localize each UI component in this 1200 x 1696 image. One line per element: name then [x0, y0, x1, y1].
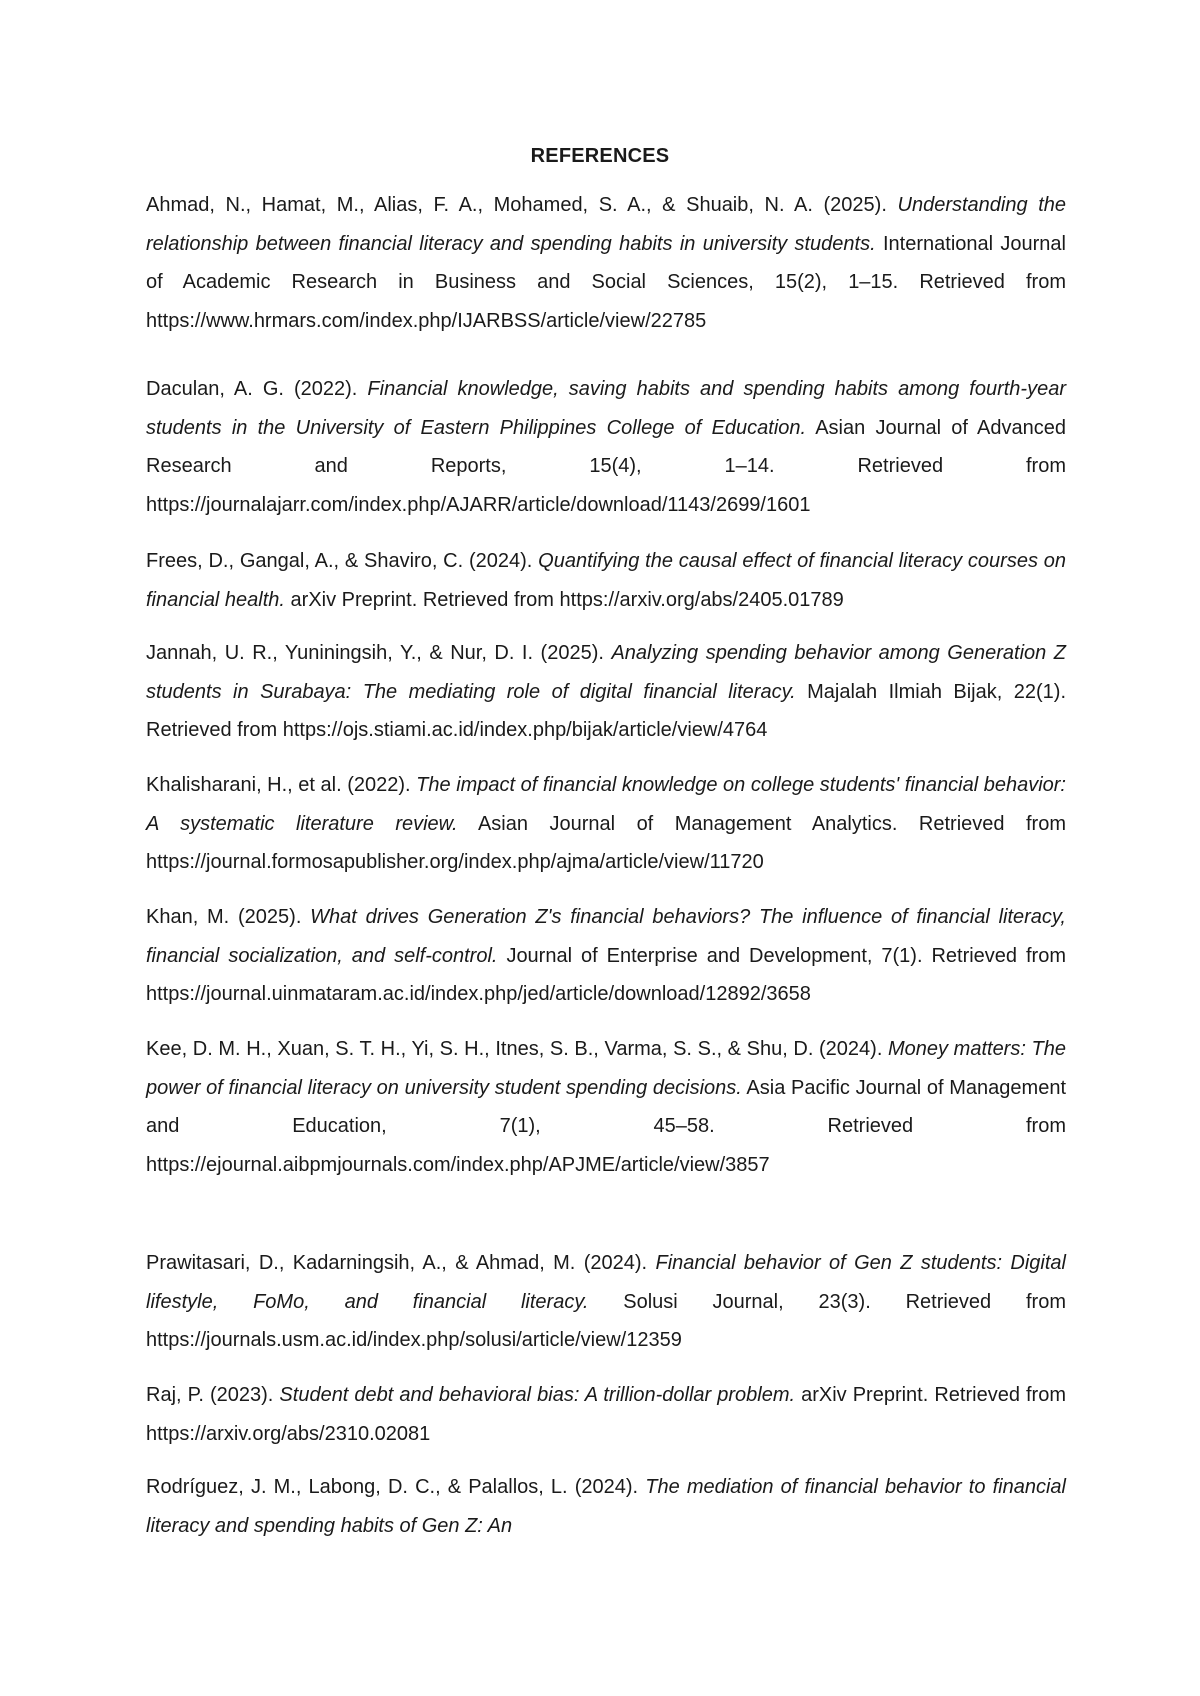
reference-authors: Kee, D. M. H., Xuan, S. T. H., Yi, S. H., Itnes, S. B., Varma, S. S., & Shu, D. (2024). [146, 1038, 883, 1060]
reference-entry [146, 1468, 1066, 1545]
reference-entry [146, 898, 1066, 1014]
reference-title: Understanding the relationship between financial literacy and spending habits in university students. [146, 194, 1067, 255]
reference-entry [146, 634, 1066, 750]
references-heading: REFERENCES [530, 145, 670, 167]
reference-source: Asian Journal of Advanced Research and Reports, 15(4), 1–14. Retrieved from https://journalajarr.com/index.php/AJARR/article/download/1143/2699/1601 [146, 416, 1067, 516]
reference-authors: Ahmad, N., Hamat, M., Alias, F. A., Mohamed, S. A., & Shuaib, N. A. (2025). [146, 194, 887, 216]
reference-authors: Khalisharani, H., et al. (2022). [146, 774, 411, 796]
reference-authors: Rodríguez, J. M., Labong, D. C., & Palallos, L. (2024). [146, 1476, 639, 1498]
reference-title: Money matters: The power of financial literacy on university student spending decisions. [146, 1038, 1066, 1099]
reference-authors: Khan, M. (2025). [146, 906, 302, 928]
reference-source: Asian Journal of Management Analytics. Retrieved from https://journal.formosapublisher.org/index.php/ajma/article/view/11720 [146, 812, 1066, 874]
reference-entry [146, 370, 1066, 524]
reference-source: arXiv Preprint. Retrieved from https://arxiv.org/abs/2310.02081 [146, 1384, 1066, 1445]
reference-title: The mediation of financial behavior to financial literacy and spending habits of Gen Z: An [146, 1476, 1066, 1537]
reference-source: Majalah Ilmiah Bijak, 22(1). Retrieved from https://ojs.stiami.ac.id/index.php/bijak/article/view/4764 [146, 680, 1066, 742]
reference-title: Student debt and behavioral bias: A trillion-dollar problem. [279, 1384, 796, 1406]
reference-title: Quantifying the causal effect of financial literacy courses on financial health. [146, 550, 1067, 611]
reference-entry [146, 766, 1066, 882]
reference-authors: Prawitasari, D., Kadarningsih, A., & Ahmad, M. (2024). [146, 1252, 648, 1274]
reference-source: Asia Pacific Journal of Management and Education, 7(1), 45–58. Retrieved from https://ejournal.aibpmjournals.com/index.php/APJME/article/view/3857 [146, 1076, 1066, 1176]
reference-title: The impact of financial knowledge on college students' financial behavior: A systematic literature review. [146, 774, 1066, 835]
reference-authors: Frees, D., Gangal, A., & Shaviro, C. (2024). [146, 550, 533, 572]
reference-entry [146, 542, 1066, 619]
reference-source: Solusi Journal, 23(3). Retrieved from https://journals.usm.ac.id/index.php/solusi/article/view/12359 [146, 1290, 1066, 1352]
reference-entry [146, 186, 1066, 340]
reference-authors: Raj, P. (2023). [146, 1384, 274, 1406]
reference-authors: Daculan, A. G. (2022). [146, 378, 358, 400]
reference-entry [146, 1376, 1066, 1453]
reference-source: International Journal of Academic Research in Business and Social Sciences, 15(2), 1–15. Retrieved from https://www.hrmars.com/index.php/IJARBSS/article/view/22785 [146, 232, 1066, 332]
reference-entry [146, 1244, 1066, 1360]
reference-authors: Jannah, U. R., Yuniningsih, Y., & Nur, D. I. (2025). [146, 642, 604, 664]
reference-title: Analyzing spending behavior among Generation Z students in Surabaya: The mediating role of digital financial literacy. [146, 642, 1066, 703]
reference-entry [146, 1030, 1066, 1184]
reference-title: Financial behavior of Gen Z students: Digital lifestyle, FoMo, and financial literacy. [146, 1252, 1066, 1313]
reference-title: Financial knowledge, saving habits and spending habits among fourth-year students in the University of Eastern Philippines College of Education. [146, 378, 1066, 439]
reference-source: arXiv Preprint. Retrieved from https://arxiv.org/abs/2405.01789 [290, 588, 844, 611]
reference-title: What drives Generation Z's financial behaviors? The influence of financial literacy, financial socialization, and self-control. [146, 906, 1066, 967]
reference-source: Journal of Enterprise and Development, 7(1). Retrieved from https://journal.uinmataram.ac.id/index.php/jed/article/download/12892/3658 [146, 944, 1067, 1006]
